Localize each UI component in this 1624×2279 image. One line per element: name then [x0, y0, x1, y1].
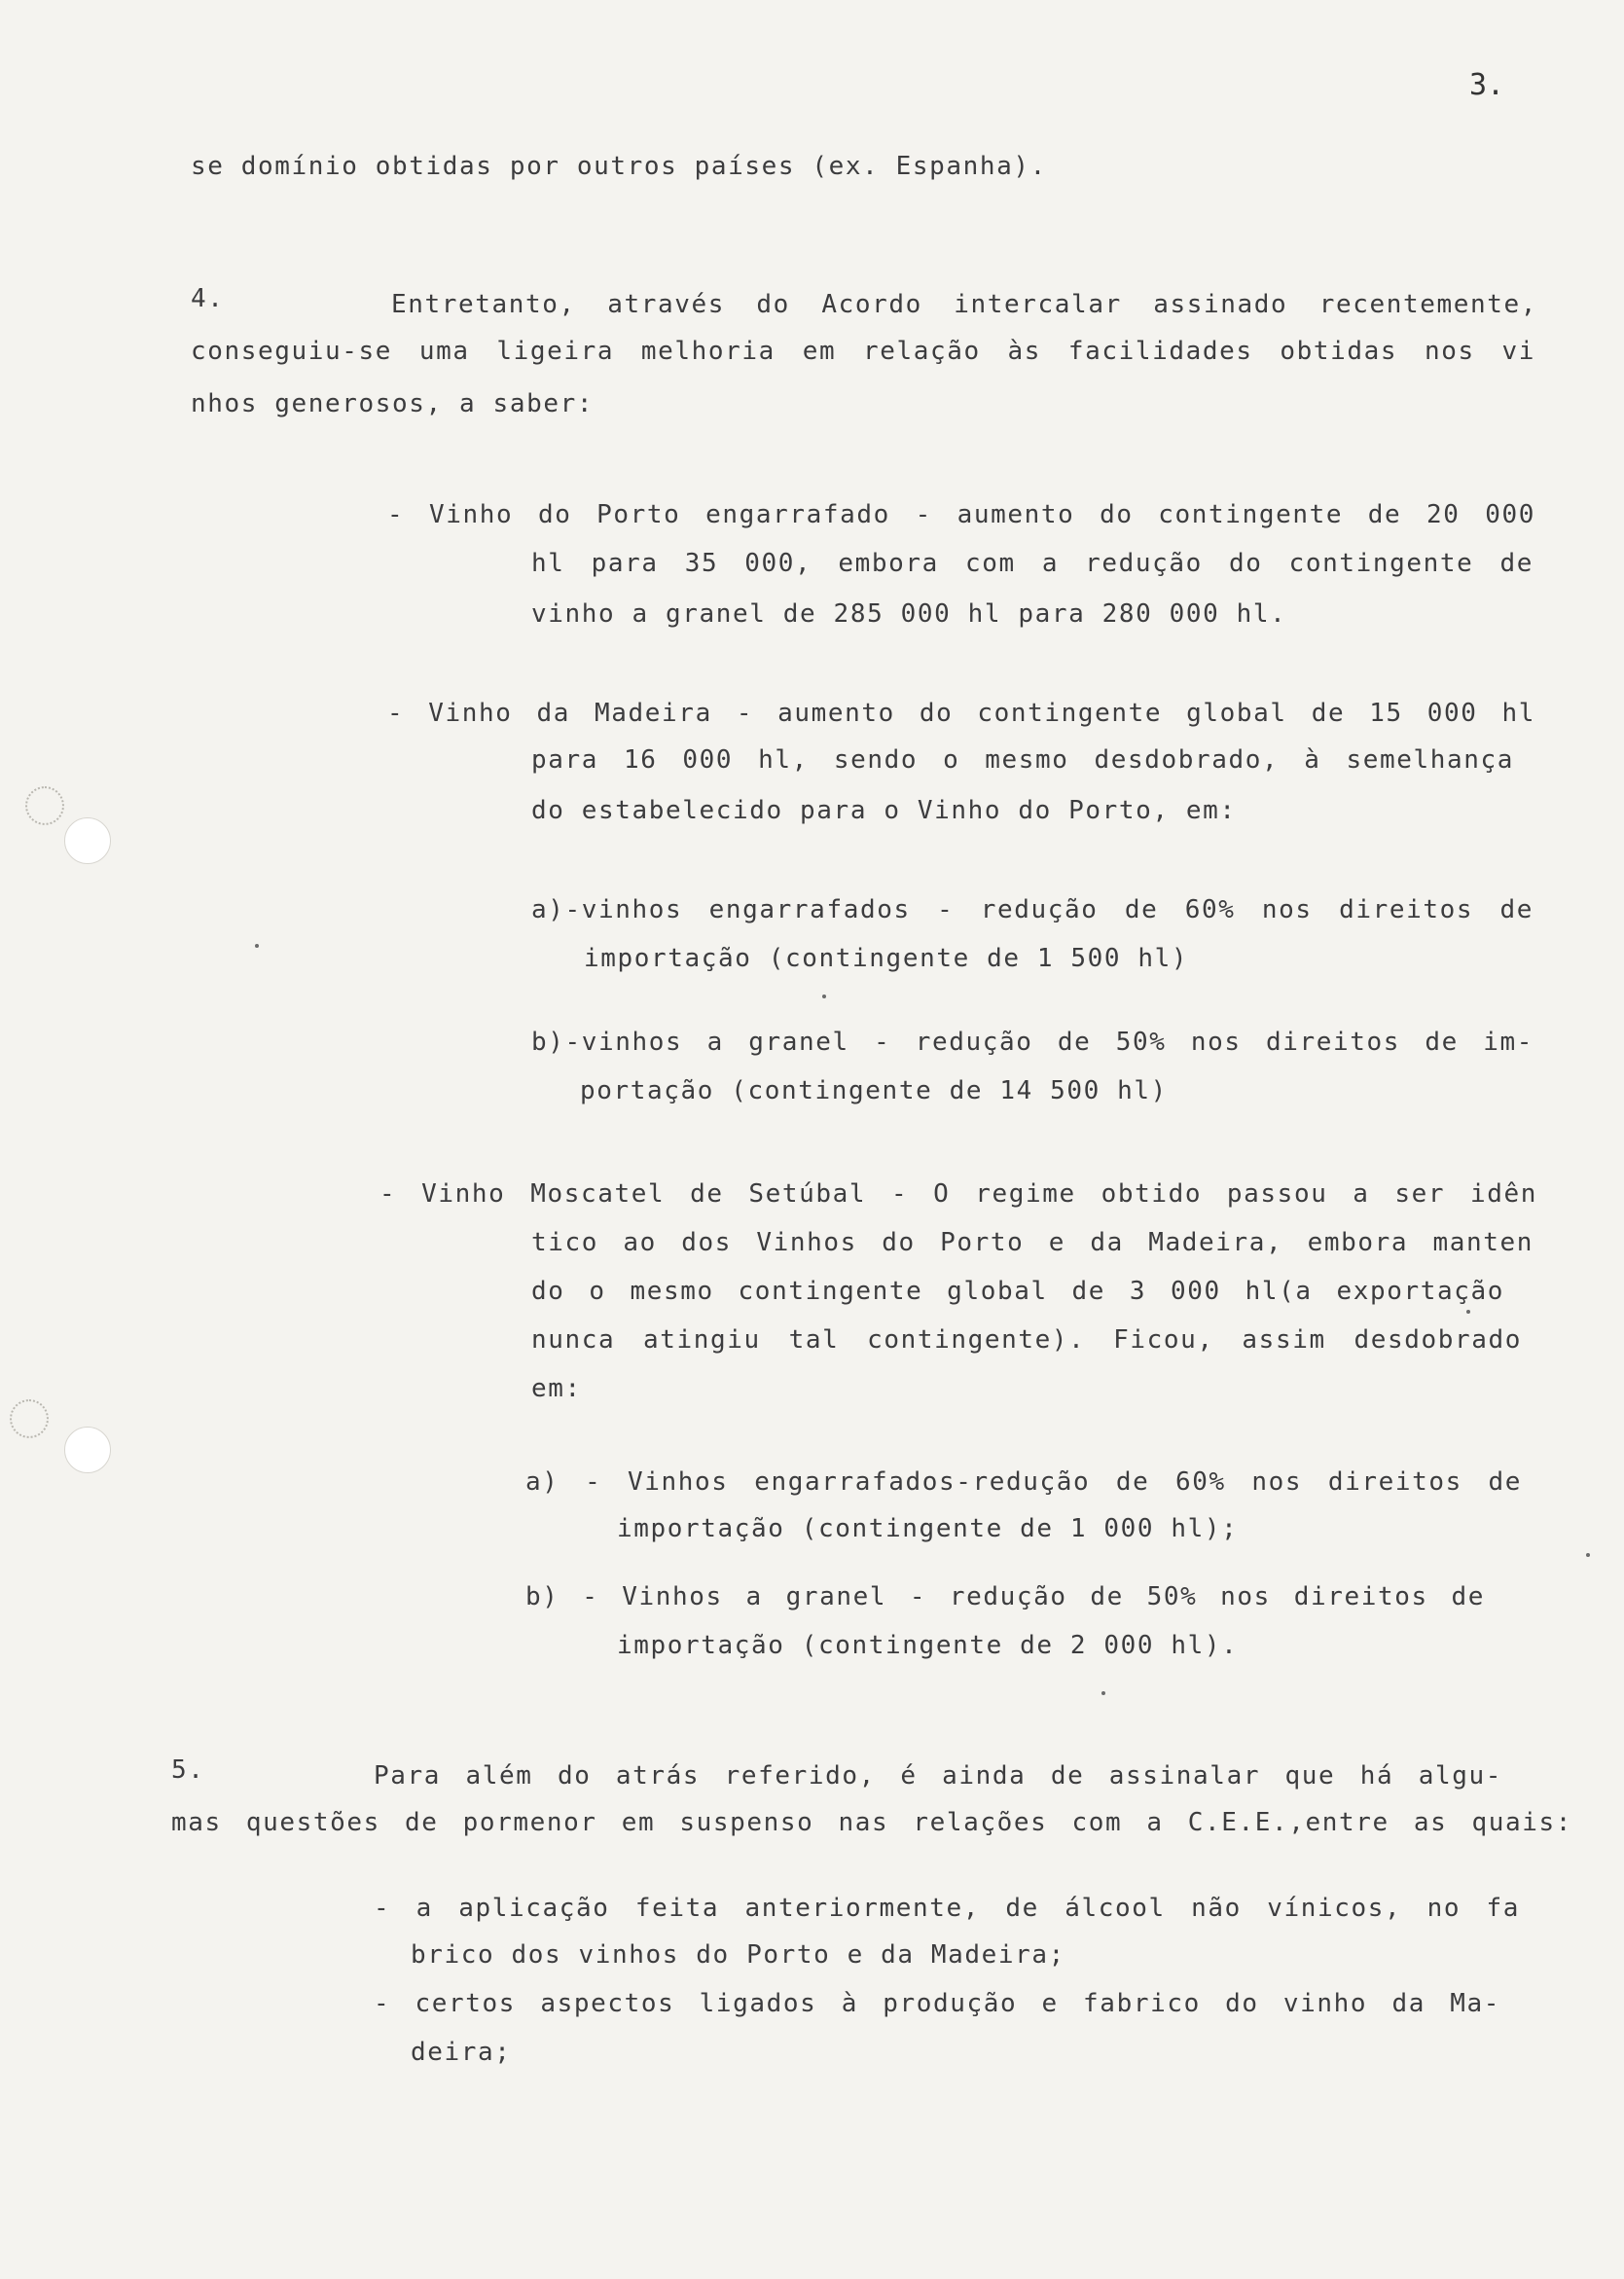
sub-item-line: a) - Vinhos engarrafados-redução de 60% nos direitos de — [525, 1467, 1522, 1497]
sub-item-line: portação (contingente de 14 500 hl) — [580, 1076, 1168, 1105]
list-item-line: nunca atingiu tal contingente). Ficou, assim desdobrado — [531, 1325, 1522, 1355]
text-line: Entretanto, através do Acordo intercalar assinado recentemente, — [391, 290, 1537, 319]
list-item-line: do estabelecido para o Vinho do Porto, em: — [531, 796, 1237, 825]
punch-hole-bottom — [64, 1427, 111, 1473]
list-item-line: para 16 000 hl, sendo o mesmo desdobrado, à semelhança — [531, 745, 1514, 775]
list-item-line: tico ao dos Vinhos do Porto e da Madeira, embora manten — [531, 1228, 1534, 1257]
sub-item-line: b) - Vinhos a granel - redução de 50% nos direitos de — [525, 1582, 1485, 1611]
punch-hole-top — [64, 817, 111, 864]
paragraph-number: 5. — [171, 1755, 205, 1785]
speck — [1466, 1310, 1470, 1314]
speck — [255, 944, 259, 948]
text-line: mas questões de pormenor em suspenso nas relações com a C.E.E.,entre as quais: — [171, 1808, 1572, 1837]
paragraph-number: 4. — [191, 284, 225, 313]
list-item-line: - Vinho do Porto engarrafado - aumento do contingente de 20 000 — [387, 500, 1535, 529]
speck — [822, 995, 826, 998]
sub-item-line: importação (contingente de 1 500 hl) — [584, 944, 1189, 973]
text-line: Para além do atrás referido, é ainda de assinalar que há algu- — [374, 1761, 1502, 1791]
sub-item-line: b)-vinhos a granel - redução de 50% nos direitos de im- — [531, 1028, 1534, 1057]
list-item-line: em: — [531, 1374, 582, 1403]
list-item-line: - Vinho Moscatel de Setúbal - O regime obtido passou a ser idên — [379, 1179, 1537, 1209]
sub-item-line: importação (contingente de 1 000 hl); — [617, 1514, 1239, 1543]
sub-item-line: a)-vinhos engarrafados - redução de 60% nos direitos de — [531, 895, 1534, 924]
list-item-line: deira; — [411, 2038, 512, 2067]
list-item-line: - a aplicação feita anteriormente, de álcool não vínicos, no fa — [374, 1894, 1520, 1923]
text-line: conseguiu-se uma ligeira melhoria em relação às facilidades obtidas nos vi — [191, 337, 1535, 366]
text-line: nhos generosos, a saber: — [191, 389, 595, 418]
punch-hole-ring-top — [25, 786, 64, 825]
list-item-line: - Vinho da Madeira - aumento do contingente global de 15 000 hl — [387, 699, 1535, 728]
list-item-line: do o mesmo contingente global de 3 000 hl(a exportação — [531, 1277, 1504, 1306]
sub-item-line: importação (contingente de 2 000 hl). — [617, 1631, 1239, 1660]
list-item-line: - certos aspectos ligados à produção e fabrico do vinho da Ma- — [374, 1989, 1500, 2018]
list-item-line: vinho a granel de 285 000 hl para 280 000 hl. — [531, 599, 1287, 629]
list-item-line: hl para 35 000, embora com a redução do contingente de — [531, 549, 1534, 578]
speck — [1586, 1553, 1590, 1557]
page-number: 3. — [1469, 68, 1505, 102]
speck — [1101, 1691, 1105, 1695]
list-item-line: brico dos vinhos do Porto e da Madeira; — [411, 1940, 1065, 1970]
punch-hole-ring-bottom — [10, 1399, 49, 1438]
text-line: se domínio obtidas por outros países (ex. Espanha). — [191, 152, 1047, 181]
